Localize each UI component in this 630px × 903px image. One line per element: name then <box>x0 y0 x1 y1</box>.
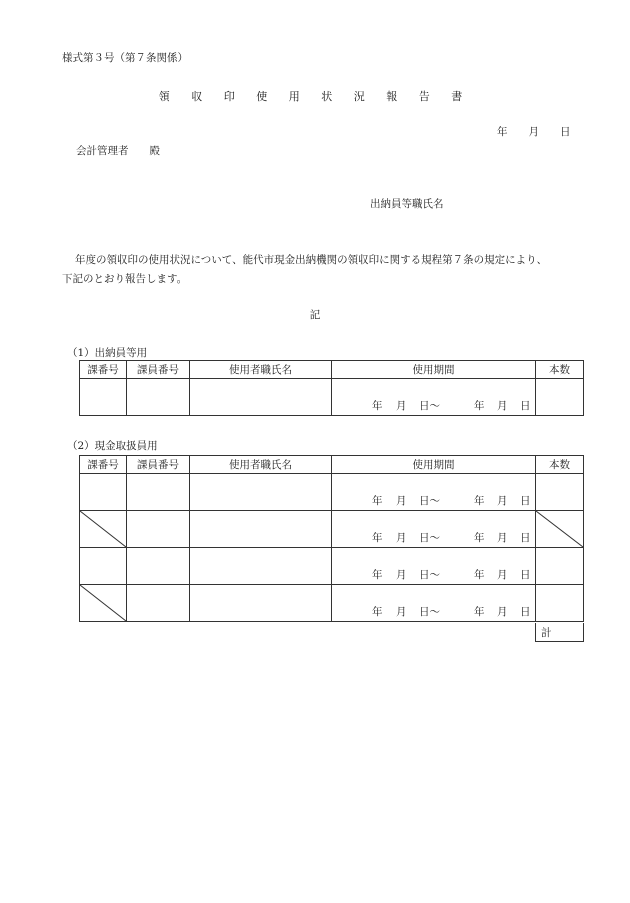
addressee: 会計管理者 殿 <box>76 145 160 157</box>
cell-section-number[interactable] <box>80 379 127 416</box>
header-usage-period: 使用期間 <box>332 456 536 474</box>
period-start-month: 月 <box>396 495 407 507</box>
period-fields <box>332 530 535 544</box>
cell-user-name[interactable] <box>190 511 332 548</box>
period-start-day: 日～ <box>419 400 440 412</box>
header-staff-number: 課員番号 <box>127 361 190 379</box>
table-row <box>80 585 584 622</box>
cell-usage-period[interactable] <box>332 511 536 548</box>
period-end-day: 日 <box>520 606 531 618</box>
period-end-year: 年 <box>474 400 485 412</box>
section1-table <box>79 360 584 416</box>
section2-table <box>79 455 584 622</box>
cell-user-name[interactable] <box>190 379 332 416</box>
header-user-name: 使用者職氏名 <box>190 361 332 379</box>
cell-count[interactable] <box>536 585 584 622</box>
period-fields <box>332 604 535 618</box>
cell-section-number-struck <box>80 511 127 548</box>
period-start-month: 月 <box>396 569 407 581</box>
period-end-month: 月 <box>497 532 508 544</box>
cell-count[interactable] <box>536 548 584 585</box>
date-line: 年 月 日 <box>497 126 571 138</box>
table-row <box>80 548 584 585</box>
period-end-month: 月 <box>497 495 508 507</box>
table-header-row <box>80 456 584 474</box>
header-section-number: 課番号 <box>80 361 127 379</box>
period-start-month: 月 <box>396 532 407 544</box>
period-start-day: 日～ <box>419 606 440 618</box>
cell-user-name[interactable] <box>190 548 332 585</box>
period-fields <box>332 567 535 581</box>
section1-title: （1）出納員等用 <box>67 347 148 359</box>
period-fields <box>332 493 535 507</box>
period-end-month: 月 <box>497 400 508 412</box>
cell-staff-number[interactable] <box>127 379 190 416</box>
table-header-row <box>80 361 584 379</box>
cell-usage-period[interactable] <box>332 585 536 622</box>
period-end-year: 年 <box>474 495 485 507</box>
header-section-number: 課番号 <box>80 456 127 474</box>
period-start-day: 日～ <box>419 532 440 544</box>
cell-count-struck <box>536 511 584 548</box>
table-row <box>80 474 584 511</box>
cell-staff-number[interactable] <box>127 474 190 511</box>
period-start-day: 日～ <box>419 495 440 507</box>
total-label: 計 <box>541 627 552 639</box>
header-staff-number: 課員番号 <box>127 456 190 474</box>
period-start-year: 年 <box>372 400 383 412</box>
period-start-month: 月 <box>396 606 407 618</box>
table-row <box>80 511 584 548</box>
cell-staff-number[interactable] <box>127 548 190 585</box>
cell-staff-number[interactable] <box>127 585 190 622</box>
document-title: 領 収 印 使 用 状 況 報 告 書 <box>158 90 472 103</box>
section2-title: （2）現金取扱員用 <box>67 440 158 452</box>
period-end-day: 日 <box>520 569 531 581</box>
period-start-year: 年 <box>372 532 383 544</box>
period-start-day: 日～ <box>419 569 440 581</box>
total-box[interactable] <box>535 623 584 642</box>
diagonal-strike <box>80 585 126 621</box>
period-end-day: 日 <box>520 532 531 544</box>
signer-label: 出納員等職氏名 <box>370 198 444 210</box>
cell-count[interactable] <box>536 474 584 511</box>
period-fields <box>332 398 535 412</box>
cell-section-number[interactable] <box>80 474 127 511</box>
period-end-month: 月 <box>497 606 508 618</box>
period-end-day: 日 <box>520 400 531 412</box>
period-end-day: 日 <box>520 495 531 507</box>
cell-staff-number[interactable] <box>127 511 190 548</box>
cell-section-number-struck <box>80 585 127 622</box>
header-count: 本数 <box>536 361 584 379</box>
period-start-year: 年 <box>372 495 383 507</box>
cell-user-name[interactable] <box>190 585 332 622</box>
period-end-year: 年 <box>474 569 485 581</box>
body-text-line2: 下記のとおり報告します。 <box>62 273 188 285</box>
ki-heading: 記 <box>309 309 321 321</box>
period-end-month: 月 <box>497 569 508 581</box>
body-text-line1: 年度の領収印の使用状況について、能代市現金出納機関の領収印に関する規程第７条の規定により、 <box>75 254 548 266</box>
period-end-year: 年 <box>474 606 485 618</box>
period-start-year: 年 <box>372 569 383 581</box>
cell-usage-period[interactable] <box>332 474 536 511</box>
cell-usage-period[interactable] <box>332 548 536 585</box>
cell-section-number[interactable] <box>80 548 127 585</box>
period-end-year: 年 <box>474 532 485 544</box>
diagonal-strike <box>536 511 583 547</box>
table-row <box>80 379 584 416</box>
diagonal-strike <box>80 511 126 547</box>
header-count: 本数 <box>536 456 584 474</box>
period-start-year: 年 <box>372 606 383 618</box>
cell-user-name[interactable] <box>190 474 332 511</box>
header-usage-period: 使用期間 <box>332 361 536 379</box>
header-user-name: 使用者職氏名 <box>190 456 332 474</box>
period-start-month: 月 <box>396 400 407 412</box>
cell-count[interactable] <box>536 379 584 416</box>
form-number: 様式第３号（第７条関係） <box>62 52 188 64</box>
cell-usage-period[interactable] <box>332 379 536 416</box>
